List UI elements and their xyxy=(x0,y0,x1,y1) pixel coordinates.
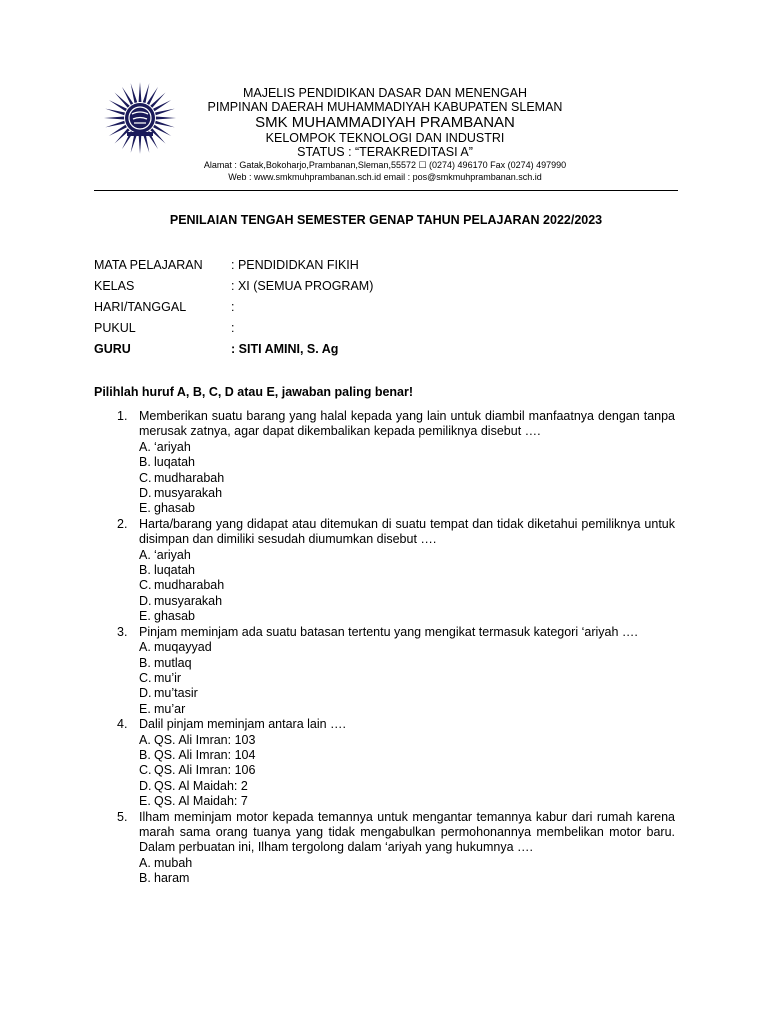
status-line: STATUS : “TERAKREDITASI A” xyxy=(297,145,473,159)
question-number: 3. xyxy=(117,624,128,639)
option-letter: A. xyxy=(139,547,151,562)
option-letter: A. xyxy=(139,439,151,454)
info-value: : SITI AMINI, S. Ag xyxy=(231,342,339,356)
info-value: : xyxy=(231,321,235,335)
answer-option xyxy=(139,671,675,686)
option-text: QS. Ali Imran: 103 xyxy=(154,732,256,747)
option-letter: A. xyxy=(139,640,151,655)
info-label: KELAS xyxy=(94,279,135,293)
answer-option xyxy=(139,471,675,486)
option-text: QS. Ali Imran: 106 xyxy=(154,763,256,778)
option-text: ghasab xyxy=(154,609,196,624)
logo-ray xyxy=(139,82,142,102)
info-row xyxy=(94,279,494,300)
answer-option xyxy=(139,686,675,701)
logo-ray xyxy=(150,93,165,108)
option-text: mudharabah xyxy=(154,578,225,593)
answer-option xyxy=(139,733,675,748)
option-letter: B. xyxy=(139,655,151,670)
logo-ray xyxy=(104,117,124,120)
option-letter: D. xyxy=(139,686,152,701)
info-row xyxy=(94,300,494,321)
info-row xyxy=(94,342,494,363)
answer-option xyxy=(139,578,675,593)
answer-option xyxy=(139,871,675,886)
option-letter: B. xyxy=(139,455,151,470)
logo-ray xyxy=(139,134,142,154)
option-letter: B. xyxy=(139,871,151,886)
web-line: Web : www.smkmuhprambanan.sch.id email : pos@smkmuhprambanan.sch.id xyxy=(228,172,542,182)
header-divider xyxy=(94,190,678,191)
answer-option xyxy=(139,486,675,501)
info-label: MATA PELAJARAN xyxy=(94,258,203,272)
exam-title: PENILAIAN TENGAH SEMESTER GENAP TAHUN PELAJARAN 2022/2023 xyxy=(169,213,603,227)
option-letter: B. xyxy=(139,563,151,578)
question-text: Harta/barang yang didapat atau ditemukan di suatu tempat dan tidak diketahui pemiliknya untuk disimpan dan dimiliki sesudah diumumkan disebut …. xyxy=(139,516,675,547)
question-number: 5. xyxy=(117,809,128,824)
option-letter: E. xyxy=(139,609,151,624)
option-letter: B. xyxy=(139,747,151,762)
logo-ray xyxy=(143,83,150,103)
answer-option xyxy=(139,763,675,778)
option-text: mubah xyxy=(154,855,193,870)
option-text: luqatah xyxy=(154,455,196,470)
question-item xyxy=(117,409,675,517)
exam-info xyxy=(94,258,494,363)
option-text: muqayyad xyxy=(154,640,212,655)
option-letter: A. xyxy=(139,855,151,870)
answer-option xyxy=(139,702,675,717)
school-logo-icon xyxy=(95,80,185,166)
option-letter: C. xyxy=(139,470,152,485)
option-letter: E. xyxy=(139,794,151,809)
info-label: PUKUL xyxy=(94,321,136,335)
question-text: Ilham meminjam motor kepada temannya untuk mengantar temannya kabur dari rumah karena marah sama orang tuanya yang tidak mengabulkan permohonannya membelikan motor baru. Dalam perbuatan ini, Ilham tergolong dalam ‘ariyah yang hukumnya …. xyxy=(139,809,675,855)
question-number: 1. xyxy=(117,409,128,423)
option-letter: E. xyxy=(139,501,151,516)
letterhead xyxy=(180,86,590,183)
instruction: Pilihlah huruf A, B, C, D atau E, jawaban paling benar! xyxy=(94,385,414,399)
option-text: mudharabah xyxy=(154,470,225,485)
answer-option xyxy=(139,794,675,809)
option-letter: D. xyxy=(139,593,152,608)
info-value: : xyxy=(231,300,235,314)
logo-ray xyxy=(105,121,125,128)
question-text: Dalil pinjam meminjam antara lain …. xyxy=(139,717,347,732)
option-text: haram xyxy=(154,871,190,886)
question-item xyxy=(117,810,675,887)
answer-option xyxy=(139,594,675,609)
answer-option xyxy=(139,563,675,578)
question-number: 2. xyxy=(117,516,128,531)
group-line: KELOMPOK TEKNOLOGI DAN INDUSTRI xyxy=(265,131,505,145)
council-line: MAJELIS PENDIDIKAN DASAR DAN MENENGAH xyxy=(242,86,528,100)
option-text: mu’tasir xyxy=(154,686,198,701)
option-text: QS. Ali Imran: 104 xyxy=(154,747,256,762)
question-text: Memberikan suatu barang yang halal kepada yang lain untuk diambil manfaatnya dengan tanpa merusak zatnya, agar dapat dikembalikan kepada pemiliknya disebut …. xyxy=(139,409,675,439)
option-letter: D. xyxy=(139,778,152,793)
question-list xyxy=(117,409,675,887)
option-text: QS. Al Maidah: 2 xyxy=(154,778,248,793)
question-item xyxy=(117,717,675,809)
logo-ray xyxy=(115,93,130,108)
option-text: mu’ar xyxy=(154,701,186,716)
logo-ray xyxy=(105,109,125,116)
option-letter: C. xyxy=(139,763,152,778)
answer-option xyxy=(139,640,675,655)
answer-option xyxy=(139,455,675,470)
option-text: mu’ir xyxy=(154,670,182,685)
option-letter: C. xyxy=(139,578,152,593)
question-item xyxy=(117,517,675,625)
info-label: GURU xyxy=(94,342,131,356)
option-letter: E. xyxy=(139,701,151,716)
option-text: musyarakah xyxy=(154,593,223,608)
option-text: QS. Al Maidah: 7 xyxy=(154,794,248,809)
answer-option xyxy=(139,856,675,871)
answer-option xyxy=(139,440,675,455)
info-value: : PENDIDIDKAN FIKIH xyxy=(231,258,359,272)
answer-option xyxy=(139,501,675,516)
info-row xyxy=(94,321,494,342)
answer-option xyxy=(139,748,675,763)
option-letter: A. xyxy=(139,732,151,747)
answer-option xyxy=(139,656,675,671)
leadership-line: PIMPINAN DAERAH MUHAMMADIYAH KABUPATEN SLEMAN xyxy=(207,100,563,114)
logo-ray xyxy=(131,83,138,103)
option-letter: D. xyxy=(139,486,152,501)
question-number: 4. xyxy=(117,717,128,732)
option-text: luqatah xyxy=(154,563,196,578)
option-text: musyarakah xyxy=(154,486,223,501)
option-text: ‘ariyah xyxy=(154,547,191,562)
info-row xyxy=(94,258,494,279)
info-label: HARI/TANGGAL xyxy=(94,300,187,314)
option-text: mutlaq xyxy=(154,655,192,670)
question-text: Pinjam meminjam ada suatu batasan tertentu yang mengikat termasuk kategori ‘ariyah …. xyxy=(139,624,638,639)
address-line: Alamat : Gatak,Bokoharjo,Prambanan,Sleman,55572 ☐ (0274) 496170 Fax (0274) 497990 xyxy=(203,160,567,170)
info-value: : XI (SEMUA PROGRAM) xyxy=(231,279,374,293)
option-text: ghasab xyxy=(154,501,196,516)
school-name: SMK MUHAMMADIYAH PRAMBANAN xyxy=(255,114,515,131)
answer-option xyxy=(139,779,675,794)
question-item xyxy=(117,625,675,717)
option-letter: C. xyxy=(139,670,152,685)
answer-option xyxy=(139,609,675,624)
option-text: ‘ariyah xyxy=(154,439,191,454)
logo-ray xyxy=(155,121,175,128)
logo-ray xyxy=(156,117,176,120)
answer-option xyxy=(139,548,675,563)
logo-ray xyxy=(155,109,175,116)
